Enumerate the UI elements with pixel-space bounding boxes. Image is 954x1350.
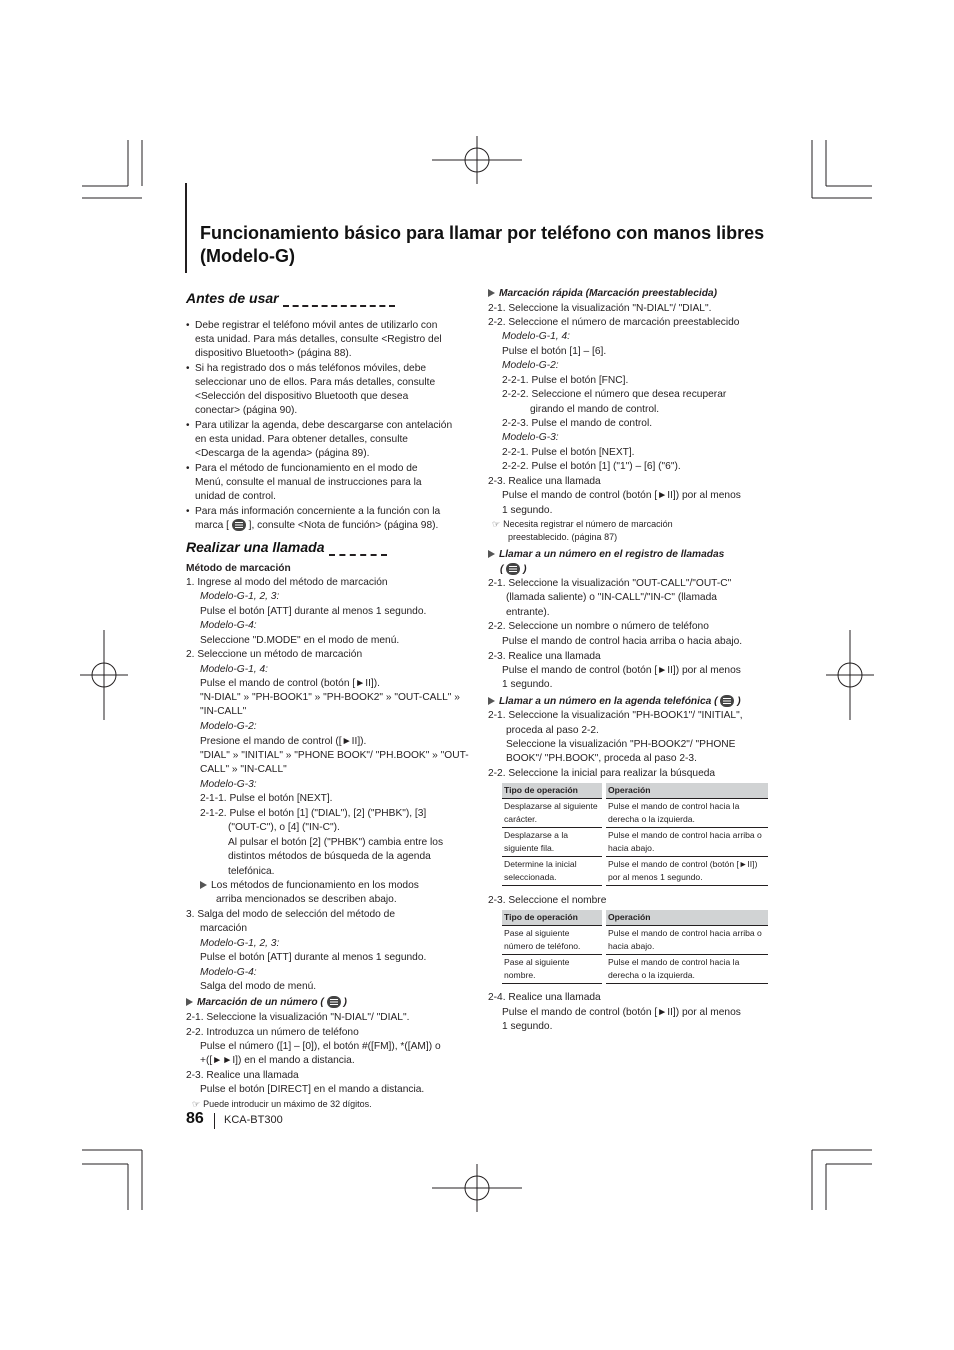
table-header-cell: Operación	[604, 910, 768, 926]
step-text: proceda al paso 2-2.	[506, 725, 599, 736]
speech-bubble-icon	[506, 563, 520, 575]
section-heading-realizar: Realizar una llamada	[186, 538, 387, 556]
bullet-line: esta unidad. Para más detalles, consulte <Registro del	[195, 334, 442, 345]
step-3: 3. Salga del modo de selección del método de	[186, 909, 395, 920]
note-line: Los métodos de funcionamiento en los modos	[200, 879, 419, 893]
speech-bubble-icon	[720, 695, 734, 707]
arrow-right-icon	[488, 697, 495, 705]
bullet-line: Debe registrar el teléfono móvil antes de utilizarlo con	[195, 320, 438, 331]
step-text: 2-3. Realice una llamada	[488, 651, 601, 662]
step-text: 2-2-3. Pulse el mando de control.	[502, 418, 653, 429]
step-text: 2-1. Seleccione la visualización "OUT-CALL"/"OUT-C"	[488, 578, 732, 589]
step-text: 2-2. Seleccione la inicial para realizar la búsqueda	[488, 768, 716, 779]
bullet-dot: •	[186, 420, 190, 431]
table-cell: Pulse el mando de control hacia arriba o hacia abajo.	[604, 926, 768, 955]
arrow-right-icon	[488, 289, 495, 297]
model-label: Modelo-G-1, 2, 3:	[200, 938, 280, 949]
step-text: (llamada saliente) o "IN-CALL"/"IN-C" (llamada	[506, 592, 717, 603]
model-label: Modelo-G-2:	[200, 721, 257, 732]
step-text: Pulse el número ([1] – [0]), el botón #([FM]), *([AM]) o	[200, 1041, 441, 1052]
step-text: Pulse el botón [1] – [6].	[502, 346, 607, 357]
step-text: Pulse el botón [ATT] durante al menos 1 segundo.	[200, 606, 427, 617]
step-text: 2-2. Seleccione el número de marcación preestablecido	[488, 317, 740, 328]
bullet-line: <Selección del dispositivo Bluetooth que desea	[195, 391, 409, 402]
step-text: Pulse el mando de control hacia arriba o hacia abajo.	[502, 636, 743, 647]
step-text: "DIAL" » "INITIAL" » "PHONE BOOK"/ "PH.BOOK" » "OUT-	[200, 750, 469, 761]
model-label: Modelo-G-4:	[200, 620, 257, 631]
step-text: Pulse el mando de control (botón [►II]) por al menos	[502, 490, 741, 501]
step-text: Pulse el mando de control (botón [►II]) por al menos	[502, 665, 741, 676]
subheading-registro: Llamar a un número en el registro de llamadas	[488, 548, 724, 562]
subheading-marcacion-rapida: Marcación rápida (Marcación preestablecida)	[488, 287, 717, 301]
subheading-agenda: Llamar a un número en la agenda telefónica ( )	[488, 695, 741, 709]
step-text: BOOK"/ "PH.BOOK", proceda al paso 2-3.	[506, 753, 697, 764]
table-cell: Pase al siguiente número de teléfono.	[502, 926, 604, 955]
table-row	[502, 857, 768, 886]
step-text: Pulse el mando de control (botón [►II]) por al menos	[502, 1007, 741, 1018]
arrow-right-icon	[488, 550, 495, 558]
pointing-hand-icon: ☞	[492, 519, 501, 529]
step-text: Seleccione la visualización "PH-BOOK2"/ "PHONE	[506, 739, 736, 750]
bullet-line: dispositivo Bluetooth> (página 88).	[195, 348, 352, 359]
note-text: preestablecido. (página 87)	[508, 532, 618, 542]
step-text: "IN-CALL"	[200, 706, 247, 717]
step-text: Pulse el mando de control (botón [►II]).	[200, 678, 380, 689]
step-text: "N-DIAL" » "PH-BOOK1" » "PH-BOOK2" » "OUT-CALL" »	[200, 692, 460, 703]
model-label: Modelo-G-1, 2, 3:	[200, 591, 280, 602]
step-text: +([►►I]) en el mando a distancia.	[200, 1055, 355, 1066]
bullet-line: Para más información concerniente a la función con la	[195, 506, 441, 517]
bullet-dot: •	[186, 320, 190, 331]
step-1: 1. Ingrese al modo del método de marcación	[186, 577, 388, 588]
table-cell: Desplazarse a la siguiente fila.	[502, 828, 604, 857]
bullet-line: <Descarga de la agenda> (página 89).	[195, 448, 370, 459]
table-cell: Pulse el mando de control hacia arriba o hacia abajo.	[604, 828, 768, 857]
model-label: Modelo-G-1, 4:	[502, 331, 570, 342]
operation-table-1	[502, 783, 768, 886]
step-text: 2-3. Realice una llamada	[186, 1070, 299, 1081]
table-cell: Pulse el mando de control hacia la derecha o la izquierda.	[604, 955, 768, 984]
model-label: Modelo-G-4:	[200, 967, 257, 978]
step-text: 2-1-1. Pulse el botón [NEXT].	[200, 793, 333, 804]
step-text: 2-2-2. Pulse el botón [1] ("1") – [6] ("6").	[502, 461, 681, 472]
arrow-right-icon	[200, 881, 207, 889]
bullet-line: Para utilizar la agenda, debe descargarse con antelación	[195, 420, 453, 431]
table-cell: Pulse el mando de control (botón [►II]) por al menos 1 segundo.	[604, 857, 768, 886]
model-label: Modelo-G-3:	[200, 779, 257, 790]
step-text: 2-2-1. Pulse el botón [NEXT].	[502, 447, 635, 458]
page-number: 86	[186, 1110, 204, 1127]
step-text: 2-3. Realice una llamada	[488, 476, 601, 487]
step-text: CALL" » "IN-CALL"	[200, 764, 287, 775]
table-cell: Pase al siguiente nombre.	[502, 955, 604, 984]
step-text: 2-2. Introduzca un número de teléfono	[186, 1027, 359, 1038]
note-line: ☞ Puede introducir un máximo de 32 dígitos.	[192, 1099, 372, 1109]
step-text: 2-3. Seleccione el nombre	[488, 895, 607, 906]
step-text: 2-1-2. Pulse el botón [1] ("DIAL"), [2] ("PHBK"), [3]	[200, 808, 427, 819]
step-text: 2-1. Seleccione la visualización "N-DIAL"/ "DIAL".	[186, 1012, 410, 1023]
step-text: 2-2-2. Seleccione el número que desea recuperar	[502, 389, 727, 400]
subheading-marcacion-numero: Marcación de un número ( )	[186, 996, 347, 1010]
table-row	[502, 926, 768, 955]
step-text: 1 segundo.	[502, 505, 553, 516]
step-text: girando el mando de control.	[530, 404, 660, 415]
model-label: Modelo-G-2:	[502, 360, 559, 371]
bullet-line: Si ha registrado dos o más teléfonos móviles, debe	[195, 363, 427, 374]
table-cell: Pulse el mando de control hacia la derecha o la izquierda.	[604, 799, 768, 828]
step-text: 1 segundo.	[502, 1021, 553, 1032]
step-text: ("OUT-C"), o [4] ("IN-C").	[228, 822, 340, 833]
step-text: Pulse el botón [DIRECT] en el mando a distancia.	[200, 1084, 425, 1095]
table-header-cell: Tipo de operación	[502, 783, 604, 799]
step-text: Presione el mando de control ([►II]).	[200, 736, 367, 747]
step-text: 2-1. Seleccione la visualización "N-DIAL"/ "DIAL".	[488, 303, 712, 314]
step-text: 1 segundo.	[502, 679, 553, 690]
bullet-line: Para el método de funcionamiento en el modo de	[195, 463, 418, 474]
bullet-dot: •	[186, 363, 190, 374]
step-text: telefónica.	[228, 866, 275, 877]
table-row	[502, 799, 768, 828]
title-line-2: (Modelo-G)	[200, 246, 295, 266]
table-row	[502, 828, 768, 857]
step-text: Al pulsar el botón [2] ("PHBK") cambia entre los	[228, 837, 444, 848]
title-line-1: Funcionamiento básico para llamar por teléfono con manos libres	[200, 223, 765, 243]
operation-table-2	[502, 910, 768, 984]
table-header-cell: Operación	[604, 783, 768, 799]
model-label: Modelo-G-3:	[502, 432, 559, 443]
pointing-hand-icon: ☞	[192, 1099, 201, 1109]
bullet-dot: •	[186, 506, 190, 517]
table-row	[502, 955, 768, 984]
step-text: arriba mencionados se describen abajo.	[216, 894, 397, 905]
step-text: 2-2-1. Pulse el botón [FNC].	[502, 375, 629, 386]
bullet-line: conectar> (página 90).	[195, 405, 298, 416]
table-cell: Determine la inicial seleccionada.	[502, 857, 604, 886]
step-text: distintos métodos de búsqueda de la agenda	[228, 851, 431, 862]
step-text: entrante).	[506, 607, 550, 618]
step-text: Pulse el botón [ATT] durante al menos 1 segundo.	[200, 952, 427, 963]
speech-bubble-icon	[327, 996, 341, 1008]
step-text: Salga del modo de menú.	[200, 981, 317, 992]
step-text: 2-2. Seleccione un nombre o número de teléfono	[488, 621, 709, 632]
bullet-line: seleccionar uno de ellos. Para más detalles, consulte	[195, 377, 436, 388]
note-line: ☞ Necesita registrar el número de marcación	[492, 519, 673, 529]
title-side-rule	[185, 183, 187, 273]
metodo-label: Método de marcación	[186, 563, 291, 574]
bullet-line: Menú, consulte el manual de instrucciones para la	[195, 477, 422, 488]
table-header-cell: Tipo de operación	[502, 910, 604, 926]
bullet-line: marca [ ], consulte <Nota de función> (página 98).	[195, 520, 439, 531]
bullet-dot: •	[186, 463, 190, 474]
arrow-right-icon	[186, 998, 193, 1006]
step-2: 2. Seleccione un método de marcación	[186, 649, 363, 660]
bullet-line: unidad de control.	[195, 491, 276, 502]
step-text: Seleccione "D.MODE" en el modo de menú.	[200, 635, 400, 646]
table-cell: Desplazarse al siguiente carácter.	[502, 799, 604, 828]
model-name: KCA-BT300	[224, 1114, 283, 1126]
subheading-registro-icon: ( )	[500, 564, 527, 575]
page-title	[200, 222, 900, 268]
speech-bubble-icon	[232, 519, 246, 531]
step-text: marcación	[200, 923, 247, 934]
step-text: 2-1. Seleccione la visualización "PH-BOOK1"/ "INITIAL",	[488, 710, 743, 721]
section-heading-antes: Antes de usar	[186, 289, 395, 307]
model-label: Modelo-G-1, 4:	[200, 664, 268, 675]
footer-separator	[214, 1113, 215, 1129]
step-text: 2-4. Realice una llamada	[488, 992, 601, 1003]
bullet-line: en esta unidad. Para obtener detalles, consulte	[195, 434, 408, 445]
